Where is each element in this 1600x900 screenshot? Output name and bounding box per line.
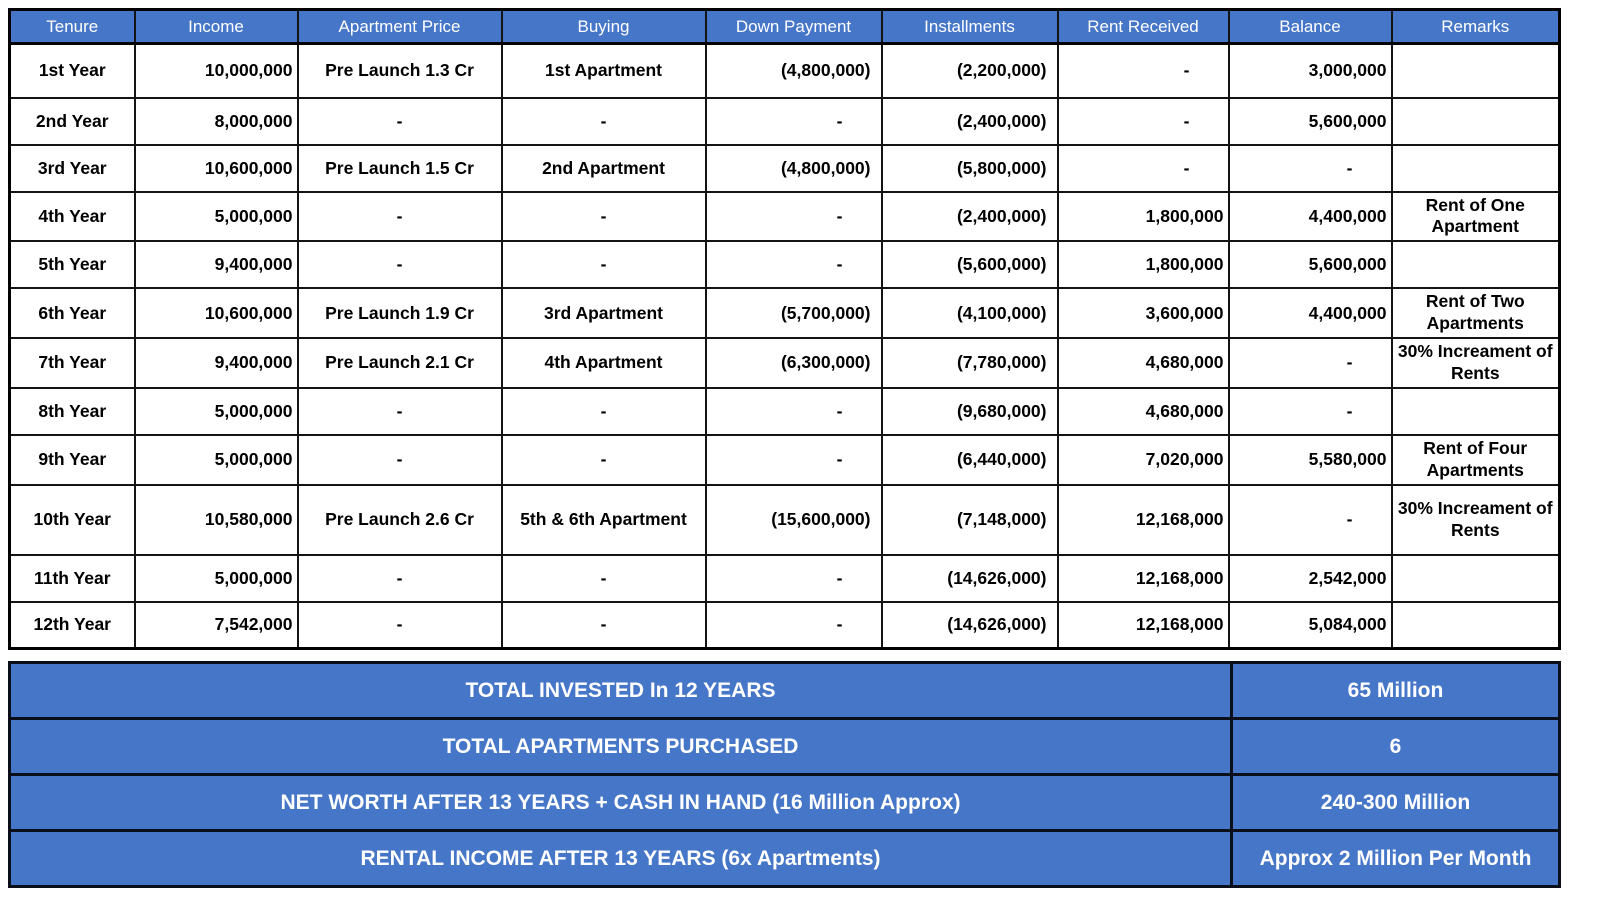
apartment-price-cell: - [298,555,502,602]
rent-received-cell: 1,800,000 [1058,192,1229,242]
income-cell: 10,600,000 [135,145,298,192]
summary-label: NET WORTH AFTER 13 YEARS + CASH IN HAND (16 Million Approx) [10,775,1232,831]
remarks-cell [1392,98,1560,145]
table-row-year-4 [10,192,1560,242]
down-payment-cell: - [706,192,882,242]
income-cell: 7,542,000 [135,602,298,649]
rent-received-cell: 4,680,000 [1058,338,1229,388]
buying-cell: 4th Apartment [502,338,706,388]
rent-received-cell: - [1058,98,1229,145]
summary-value: Approx 2 Million Per Month [1232,831,1560,887]
installments-cell: (2,400,000) [882,192,1058,242]
tenure-cell: 1st Year [10,44,135,98]
balance-cell: 5,600,000 [1229,241,1392,288]
remarks-cell: Rent of One Apartment [1392,192,1560,242]
table-row-year-7 [10,338,1560,388]
apartment-price-cell: - [298,388,502,435]
buying-cell: 3rd Apartment [502,288,706,338]
apartment-price-cell: - [298,602,502,649]
apartment-price-cell: Pre Launch 1.3 Cr [298,44,502,98]
installments-cell: (5,800,000) [882,145,1058,192]
balance-cell: - [1229,388,1392,435]
tenure-cell: 5th Year [10,241,135,288]
tenure-cell: 3rd Year [10,145,135,192]
down-payment-cell: (5,700,000) [706,288,882,338]
buying-cell: - [502,602,706,649]
tenure-cell: 11th Year [10,555,135,602]
balance-cell: - [1229,145,1392,192]
rent-received-cell: - [1058,145,1229,192]
installments-cell: (4,100,000) [882,288,1058,338]
col-header-remarks: Remarks [1392,10,1560,44]
table-row-year-9 [10,435,1560,485]
rent-received-cell: - [1058,44,1229,98]
installments-cell: (6,440,000) [882,435,1058,485]
balance-cell: 5,084,000 [1229,602,1392,649]
tenure-cell: 8th Year [10,388,135,435]
tenure-cell: 7th Year [10,338,135,388]
rent-received-cell: 12,168,000 [1058,485,1229,555]
income-cell: 9,400,000 [135,338,298,388]
tenure-cell: 4th Year [10,192,135,242]
table-row-year-10 [10,485,1560,555]
rent-received-cell: 12,168,000 [1058,602,1229,649]
remarks-cell [1392,602,1560,649]
tenure-cell: 9th Year [10,435,135,485]
remarks-cell [1392,44,1560,98]
buying-cell: - [502,98,706,145]
remarks-cell [1392,388,1560,435]
table-row-year-3 [10,145,1560,192]
summary-label: TOTAL INVESTED In 12 YEARS [10,663,1232,719]
installments-cell: (14,626,000) [882,555,1058,602]
down-payment-cell: (4,800,000) [706,44,882,98]
summary-value: 65 Million [1232,663,1560,719]
remarks-cell: Rent of Two Apartments [1392,288,1560,338]
buying-cell: - [502,241,706,288]
apartment-price-cell: - [298,192,502,242]
table-row-year-11 [10,555,1560,602]
summary-label: RENTAL INCOME AFTER 13 YEARS (6x Apartments) [10,831,1232,887]
balance-cell: - [1229,485,1392,555]
income-cell: 10,580,000 [135,485,298,555]
balance-cell: 4,400,000 [1229,288,1392,338]
buying-cell: - [502,192,706,242]
rent-received-cell: 4,680,000 [1058,388,1229,435]
tenure-cell: 6th Year [10,288,135,338]
remarks-cell [1392,241,1560,288]
income-cell: 5,000,000 [135,435,298,485]
table-row-year-8 [10,388,1560,435]
tenure-cell: 12th Year [10,602,135,649]
remarks-cell [1392,555,1560,602]
down-payment-cell: - [706,98,882,145]
buying-cell: 2nd Apartment [502,145,706,192]
apartment-price-cell: - [298,241,502,288]
buying-cell: - [502,555,706,602]
down-payment-cell: - [706,241,882,288]
income-cell: 9,400,000 [135,241,298,288]
col-header-down-payment: Down Payment [706,10,882,44]
header-row [10,10,1560,44]
col-header-rent-received: Rent Received [1058,10,1229,44]
income-cell: 10,600,000 [135,288,298,338]
table-row-year-1 [10,44,1560,98]
balance-cell: 2,542,000 [1229,555,1392,602]
rent-received-cell: 12,168,000 [1058,555,1229,602]
apartment-price-cell: Pre Launch 1.9 Cr [298,288,502,338]
table-row-year-12 [10,602,1560,649]
down-payment-cell: (6,300,000) [706,338,882,388]
installments-cell: (9,680,000) [882,388,1058,435]
col-header-installments: Installments [882,10,1058,44]
table-row-year-5 [10,241,1560,288]
down-payment-cell: (15,600,000) [706,485,882,555]
buying-cell: - [502,435,706,485]
remarks-cell: 30% Increament of Rents [1392,485,1560,555]
summary-row-total-invested [10,663,1560,719]
rent-received-cell: 1,800,000 [1058,241,1229,288]
summary-value: 6 [1232,719,1560,775]
buying-cell: 1st Apartment [502,44,706,98]
summary-row-rental-income [10,831,1560,887]
apartment-price-cell: Pre Launch 2.6 Cr [298,485,502,555]
summary-table [8,661,1561,888]
summary-value: 240-300 Million [1232,775,1560,831]
down-payment-cell: - [706,435,882,485]
income-cell: 8,000,000 [135,98,298,145]
col-header-income: Income [135,10,298,44]
down-payment-cell: - [706,602,882,649]
buying-cell: - [502,388,706,435]
tenure-cell: 2nd Year [10,98,135,145]
installments-cell: (7,780,000) [882,338,1058,388]
apartment-price-cell: - [298,435,502,485]
installments-cell: (5,600,000) [882,241,1058,288]
buying-cell: 5th & 6th Apartment [502,485,706,555]
investment-plan-table [8,8,1561,650]
table-row-year-6 [10,288,1560,338]
apartment-price-cell: Pre Launch 1.5 Cr [298,145,502,192]
income-cell: 5,000,000 [135,192,298,242]
apartment-price-cell: - [298,98,502,145]
installments-cell: (2,200,000) [882,44,1058,98]
down-payment-cell: - [706,388,882,435]
summary-row-net-worth [10,775,1560,831]
income-cell: 10,000,000 [135,44,298,98]
table-row-year-2 [10,98,1560,145]
remarks-cell [1392,145,1560,192]
installments-cell: (14,626,000) [882,602,1058,649]
income-cell: 5,000,000 [135,388,298,435]
summary-label: TOTAL APARTMENTS PURCHASED [10,719,1232,775]
balance-cell: 3,000,000 [1229,44,1392,98]
installments-cell: (2,400,000) [882,98,1058,145]
rent-received-cell: 3,600,000 [1058,288,1229,338]
tenure-cell: 10th Year [10,485,135,555]
balance-cell: 5,580,000 [1229,435,1392,485]
balance-cell: 5,600,000 [1229,98,1392,145]
balance-cell: 4,400,000 [1229,192,1392,242]
down-payment-cell: - [706,555,882,602]
rent-received-cell: 7,020,000 [1058,435,1229,485]
balance-cell: - [1229,338,1392,388]
down-payment-cell: (4,800,000) [706,145,882,192]
col-header-buying: Buying [502,10,706,44]
apartment-price-cell: Pre Launch 2.1 Cr [298,338,502,388]
remarks-cell: 30% Increament of Rents [1392,338,1560,388]
col-header-balance: Balance [1229,10,1392,44]
col-header-apartment-price: Apartment Price [298,10,502,44]
installments-cell: (7,148,000) [882,485,1058,555]
summary-row-total-apartments [10,719,1560,775]
remarks-cell: Rent of Four Apartments [1392,435,1560,485]
income-cell: 5,000,000 [135,555,298,602]
col-header-tenure: Tenure [10,10,135,44]
